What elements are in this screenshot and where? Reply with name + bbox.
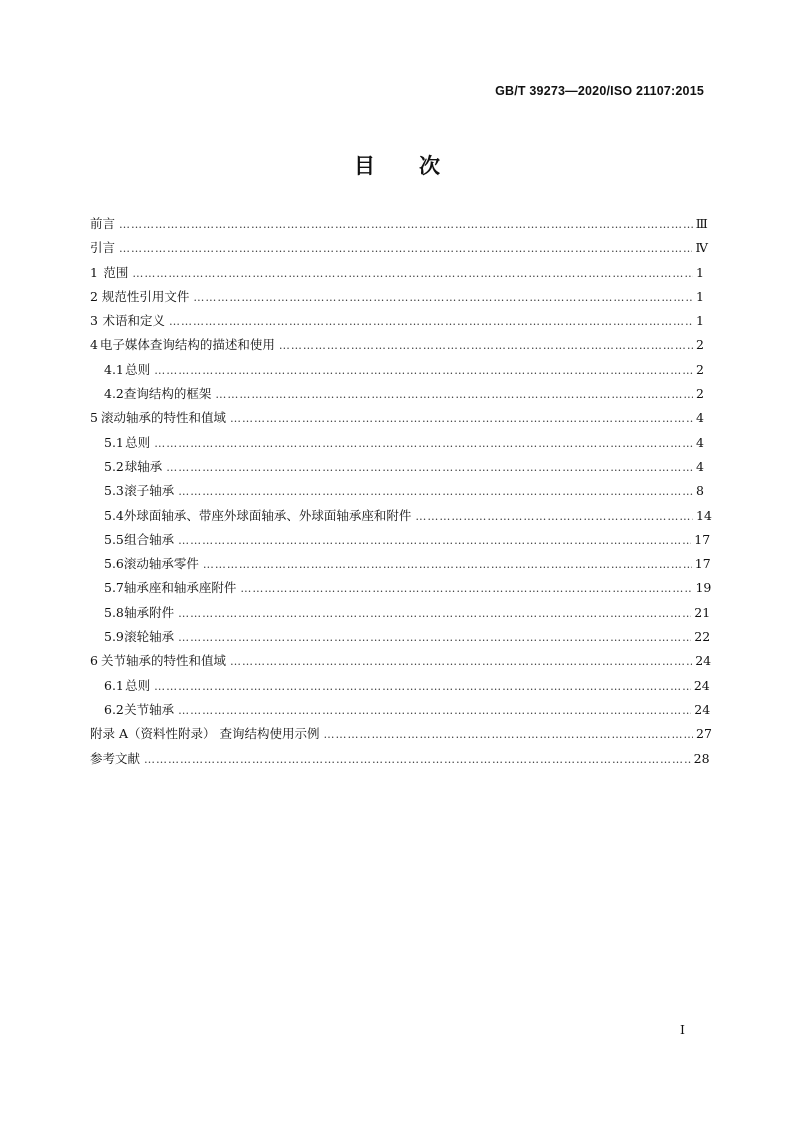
toc-entry[interactable]	[90, 554, 711, 578]
toc-entry-number: 4	[90, 337, 98, 353]
toc-entry-page: 24	[693, 677, 710, 693]
toc-entry-number: 5.7	[104, 580, 124, 596]
page-title	[0, 150, 794, 180]
toc-entry-number: 6	[90, 653, 98, 669]
toc-entry-page: 4	[696, 410, 704, 426]
toc-entry-title: 总则	[125, 434, 151, 450]
toc-leader-dots	[169, 315, 693, 328]
toc-entry-page: 1	[696, 288, 704, 304]
toc-entry[interactable]	[90, 749, 710, 773]
toc-leader-dots	[154, 680, 691, 693]
toc-leader-dots	[154, 437, 693, 450]
toc-entry-number: 5.6	[104, 556, 124, 572]
toc-leader-dots	[154, 364, 693, 377]
toc-entry-number: 5.8	[104, 604, 124, 620]
toc-entry-number: 5.3	[104, 483, 124, 499]
toc-entry[interactable]	[90, 360, 704, 384]
toc-entry-title: 关节轴承的特性和值域	[101, 653, 227, 669]
toc-entry-page: 2	[696, 386, 704, 402]
toc-entry[interactable]	[90, 335, 704, 359]
toc-leader-dots	[415, 510, 693, 523]
toc-entry-page: 1	[696, 264, 704, 280]
toc-entry-page: 2	[696, 361, 704, 377]
toc-entry-title: 电子媒体查询结构的描述和使用	[99, 337, 275, 353]
toc-entry[interactable]	[90, 700, 711, 724]
toc-entry-page: Ⅲ	[695, 216, 708, 231]
toc-entry-number: 4.2	[104, 386, 124, 402]
toc-entry-page: 21	[694, 604, 711, 620]
toc-entry[interactable]	[90, 530, 711, 554]
toc-leader-dots	[230, 655, 692, 668]
toc-entry[interactable]	[90, 457, 704, 481]
toc-entry-title: 附录 A（资料性附录） 查询结构使用示例	[90, 726, 320, 742]
toc-entry[interactable]	[90, 603, 711, 627]
toc-entry-title: 球轴承	[124, 458, 163, 474]
toc-leader-dots	[240, 582, 692, 595]
toc-entry-page: 24	[694, 701, 711, 717]
toc-entry-title: 术语和定义	[102, 313, 165, 329]
toc-leader-dots	[193, 291, 693, 304]
toc-entry-page: 14	[696, 507, 712, 523]
toc-entry-title: 滚轮轴承	[124, 629, 175, 645]
toc-entry-title: 滚动轴承零件	[123, 556, 199, 572]
toc-entry[interactable]	[90, 506, 712, 530]
toc-leader-dots	[203, 558, 692, 571]
toc-entry[interactable]	[90, 627, 711, 651]
toc-entry-number: 6.2	[104, 701, 124, 717]
toc-entry-title: 滚动轴承的特性和值域	[101, 410, 227, 426]
toc-entry-title: 轴承附件	[124, 604, 175, 620]
toc-entry[interactable]	[90, 287, 704, 311]
toc-entry[interactable]	[90, 724, 712, 748]
toc-entry-page: 22	[694, 629, 711, 645]
toc-entry-title: 查询结构的框架	[123, 386, 212, 402]
toc-entry-page: 2	[696, 337, 704, 353]
title-part-1: 目	[354, 154, 375, 178]
toc-leader-dots	[166, 461, 693, 474]
toc-entry-number: 1	[90, 264, 98, 280]
toc-entry-page: 4	[696, 434, 704, 450]
toc-entry-number: 4.1	[104, 361, 124, 377]
toc-entry-title: 关节轴承	[124, 701, 175, 717]
toc-leader-dots	[230, 412, 693, 425]
toc-entry-page: 28	[693, 750, 710, 766]
toc-entry-page: 17	[694, 556, 711, 572]
toc-entry[interactable]	[90, 311, 704, 335]
toc-entry-title: 总则	[125, 361, 151, 377]
toc-entry-title: 规范性引用文件	[101, 288, 190, 304]
toc-leader-dots	[178, 534, 691, 547]
toc-entry[interactable]	[90, 433, 704, 457]
toc-leader-dots	[178, 485, 693, 498]
toc-entry-title: 轴承座和轴承座附件	[123, 580, 237, 596]
toc-entry[interactable]	[90, 481, 704, 505]
toc-leader-dots	[119, 242, 692, 255]
toc-entry[interactable]	[90, 676, 710, 700]
toc-entry-title: 总则	[125, 677, 151, 693]
toc-leader-dots	[132, 267, 693, 280]
toc-leader-dots	[178, 704, 691, 717]
toc-entry[interactable]	[90, 214, 708, 238]
toc-entry-page: Ⅳ	[695, 240, 708, 256]
toc-entry-page: 27	[696, 726, 712, 742]
toc-entry-number: 5.9	[104, 629, 124, 645]
toc-entry[interactable]	[90, 238, 708, 262]
toc-entry[interactable]	[90, 384, 704, 408]
toc-entry-page: 1	[696, 313, 704, 329]
toc-leader-dots	[119, 218, 693, 231]
toc-entry-number: 5.5	[104, 531, 124, 547]
toc-entry-number: 5.1	[104, 434, 124, 450]
toc-entry-number: 2	[90, 288, 98, 304]
toc-entry-number: 5	[90, 410, 98, 426]
toc-entry-title: 引言	[90, 240, 116, 256]
table-of-contents	[90, 214, 712, 773]
page-number: I	[680, 1022, 685, 1037]
toc-entry-title: 范围	[103, 264, 129, 280]
toc-entry-title: 滚子轴承	[124, 483, 175, 499]
toc-entry[interactable]	[90, 408, 704, 432]
toc-entry-page: 8	[696, 483, 704, 499]
toc-leader-dots	[178, 631, 691, 644]
toc-entry-number: 3	[90, 313, 98, 329]
toc-entry-title: 前言	[90, 216, 116, 231]
toc-entry[interactable]	[90, 651, 712, 675]
toc-entry[interactable]	[90, 263, 704, 287]
toc-entry-title: 参考文献	[90, 750, 141, 766]
toc-entry-title: 外球面轴承、带座外球面轴承、外球面轴承座和附件	[123, 507, 412, 523]
toc-leader-dots	[323, 728, 693, 741]
toc-entry-number: 5.4	[104, 507, 124, 523]
toc-entry-page: 17	[694, 531, 711, 547]
toc-entry-number: 5.2	[104, 458, 124, 474]
standard-code: GB/T 39273—2020/ISO 21107:2015	[495, 84, 704, 98]
toc-entry-number: 6.1	[104, 677, 124, 693]
toc-entry-page: 19	[695, 580, 712, 596]
toc-entry-title: 组合轴承	[124, 531, 175, 547]
toc-entry[interactable]	[90, 578, 712, 602]
toc-entry-page: 24	[695, 653, 712, 669]
toc-leader-dots	[279, 339, 693, 352]
title-part-2: 次	[419, 154, 440, 178]
toc-leader-dots	[215, 388, 693, 401]
toc-entry-page: 4	[696, 458, 704, 474]
toc-leader-dots	[144, 753, 691, 766]
toc-leader-dots	[178, 607, 691, 620]
